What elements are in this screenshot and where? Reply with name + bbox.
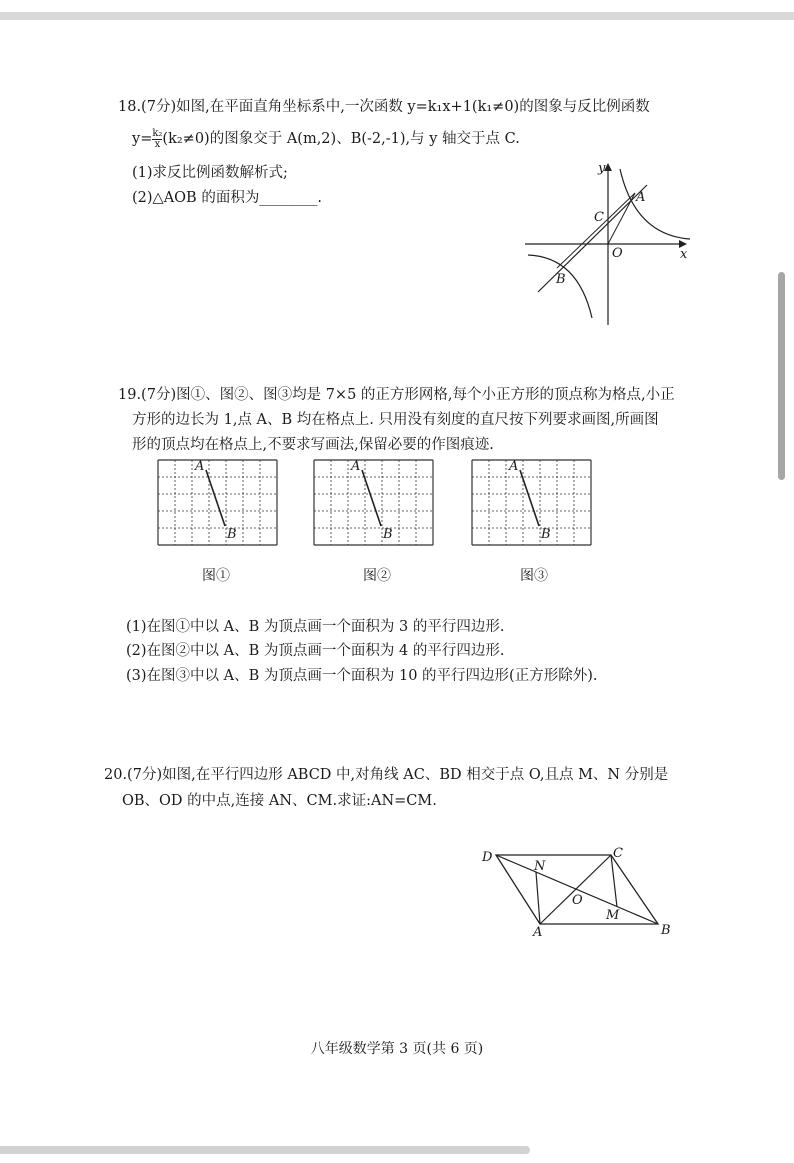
label-c: C: [594, 210, 604, 225]
horizontal-scrollbar-thumb[interactable]: [0, 1146, 530, 1154]
point-b-label-2: B: [383, 527, 393, 542]
label-y: y: [598, 161, 606, 176]
segment-an: [536, 872, 540, 924]
q18-sub2: (2)△AOB 的面积为________.: [132, 190, 322, 206]
q18-graph: [520, 155, 695, 327]
q18-frac-num: k₂: [152, 127, 163, 139]
point-b-label-1: B: [227, 527, 237, 542]
vertical-scrollbar-thumb[interactable]: [778, 272, 785, 480]
diagonal-bd: [496, 855, 658, 924]
grid-figure-3: [468, 456, 596, 546]
caption-fig-1: 图①: [202, 568, 230, 584]
q19-sub2: (2)在图②中以 A、B 为顶点画一个面积为 4 的平行四边形.: [126, 643, 505, 659]
line-ob: [557, 193, 635, 268]
q19-line2: 方形的边长为 1,点 A、B 均在格点上. 只用没有刻度的直尺按下列要求画图,所画图: [132, 412, 659, 428]
label-d: D: [482, 850, 493, 865]
label-c: C: [613, 846, 623, 861]
q20-line2: OB、OD 的中点,连接 AN、CM.求证:AN=CM.: [122, 793, 437, 809]
hyperbola-branch-1: [620, 169, 690, 239]
label-a: A: [636, 190, 646, 205]
q18-sub1: (1)求反比例函数解析式;: [132, 165, 288, 181]
grid-figure-2: [310, 456, 438, 546]
label-b: B: [661, 923, 671, 938]
label-x: x: [680, 247, 688, 262]
q19-line1: 19.(7分)图①、图②、图③均是 7×5 的正方形网格,每个小正方形的顶点称为格点,小正: [118, 387, 675, 403]
label-o: O: [572, 893, 583, 908]
caption-fig-2: 图②: [363, 568, 391, 584]
label-o: O: [612, 246, 623, 261]
point-a-label-1: A: [195, 459, 205, 474]
q18-line2: [132, 128, 520, 150]
q18-line2-post: (k₂≠0)的图象交于 A(m,2)、B(-2,-1),与 y 轴交于点 C.: [162, 131, 520, 147]
q18-line2-pre: y=: [132, 131, 153, 147]
q18-fraction: [152, 129, 162, 150]
point-a-label-3: A: [509, 459, 519, 474]
q20-line1: 20.(7分)如图,在平行四边形 ABCD 中,对角线 AC、BD 相交于点 O,且点 M、N 分别是: [104, 767, 669, 783]
q18-line1: 18.(7分)如图,在平面直角坐标系中,一次函数 y=k₁x+1(k₁≠0)的图象与反比例函数: [118, 99, 650, 115]
point-a-label-2: A: [351, 459, 361, 474]
q20-parallelogram: [478, 842, 678, 940]
label-m: M: [606, 908, 620, 923]
q19-line3: 形的顶点均在格点上,不要求写画法,保留必要的作图痕迹.: [132, 437, 494, 453]
label-b: B: [556, 272, 566, 287]
label-a: A: [533, 925, 543, 940]
top-scroll-edge: [0, 12, 794, 20]
grid-figure-1: [154, 456, 282, 546]
label-n: N: [534, 859, 546, 874]
caption-fig-3: 图③: [520, 568, 548, 584]
page-footer: 八年级数学第 3 页(共 6 页): [310, 1041, 484, 1057]
q18-frac-den: x: [154, 138, 161, 150]
q19-sub1: (1)在图①中以 A、B 为顶点画一个面积为 3 的平行四边形.: [126, 619, 505, 635]
q19-sub3: (3)在图③中以 A、B 为顶点画一个面积为 10 的平行四边形(正方形除外).: [126, 668, 598, 684]
point-b-label-3: B: [541, 527, 551, 542]
